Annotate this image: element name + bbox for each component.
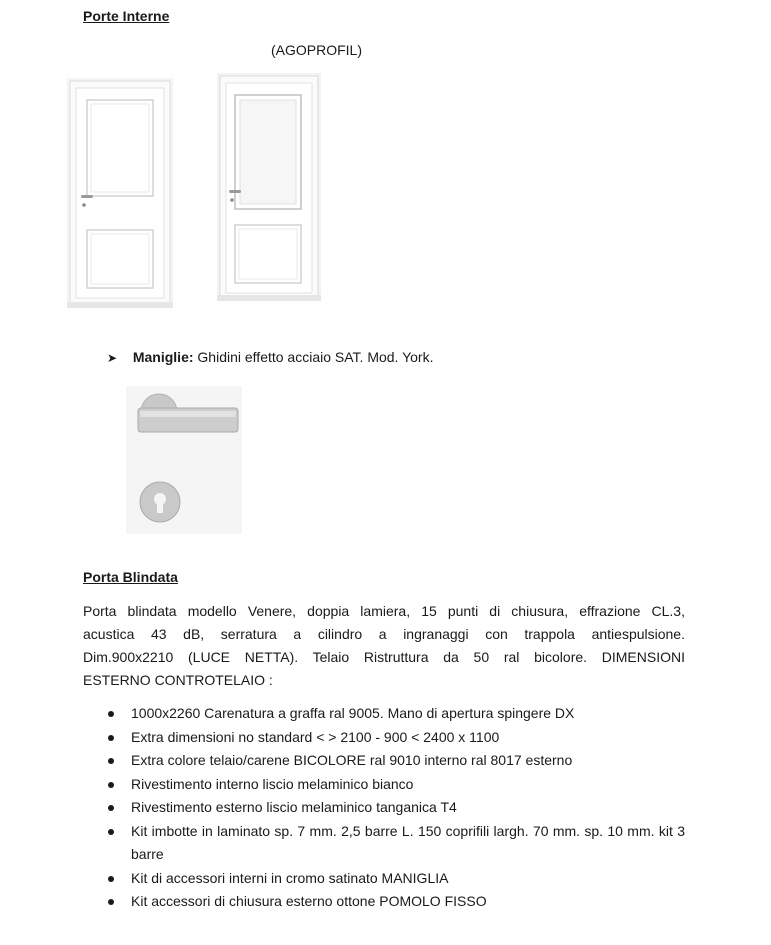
bullet-icon bbox=[108, 805, 114, 811]
list-item-text: Extra dimensioni no standard < > 2100 - 900 < 2400 x 1100 bbox=[131, 728, 500, 745]
bullet-icon bbox=[108, 899, 114, 905]
bullet-icon bbox=[108, 782, 114, 788]
arrow-bullet-icon: ➤ bbox=[107, 351, 118, 365]
description-line: acustica 43 dB, serratura a cilindro a ingranaggi con trappola antiespulsione. bbox=[83, 626, 685, 642]
list-item bbox=[83, 749, 685, 773]
list-item bbox=[83, 867, 685, 891]
description-line: Dim.900x2210 (LUCE NETTA). Telaio Ristruttura da 50 ral bicolore. DIMENSIONI bbox=[83, 649, 685, 665]
description-line: Porta blindata modello Venere, doppia lamiera, 15 punti di chiusura, effrazione CL.3, bbox=[83, 603, 685, 619]
bullet-icon bbox=[108, 711, 114, 717]
list-item bbox=[83, 796, 685, 820]
list-item-text: 1000x2260 Carenatura a graffa ral 9005. Mano di apertura spingere DX bbox=[131, 705, 575, 721]
section-heading-interior-doors: Porte Interne bbox=[83, 8, 170, 24]
list-item bbox=[83, 890, 685, 914]
list-item bbox=[83, 726, 685, 750]
list-item-text: Kit accessori di chiusura esterno ottone POMOLO FISSO bbox=[131, 893, 487, 909]
section-heading-armored-door: Porta Blindata bbox=[83, 569, 178, 585]
bullet-icon bbox=[108, 829, 114, 835]
list-item bbox=[83, 773, 685, 797]
list-item-text: Rivestimento interno liscio melaminico bianco bbox=[131, 775, 414, 792]
bullet-icon bbox=[108, 876, 114, 882]
brand-label: (AGOPROFIL) bbox=[271, 42, 363, 58]
list-item bbox=[83, 820, 685, 867]
panel-door-image bbox=[67, 78, 173, 308]
bullet-icon bbox=[108, 758, 114, 764]
list-item bbox=[83, 702, 685, 726]
door-handle-image bbox=[126, 386, 242, 534]
list-item-text: Kit di accessori interni in cromo satinato MANIGLIA bbox=[131, 869, 449, 886]
list-item-text: Rivestimento esterno liscio melaminico tanganica T4 bbox=[131, 799, 457, 815]
glass-door-image bbox=[217, 73, 321, 301]
handles-line bbox=[107, 346, 433, 370]
armored-door-description bbox=[83, 600, 685, 692]
handles-label: Maniglie: bbox=[132, 349, 194, 365]
specification-list bbox=[83, 702, 685, 914]
list-item-text: Kit imbotte in laminato sp. 7 mm. 2,5 barre L. 150 coprifili largh. 70 mm. sp. 10 mm. kit 3 barre bbox=[131, 822, 685, 862]
handles-description: Ghidini effetto acciaio SAT. Mod. York. bbox=[197, 349, 434, 365]
list-item-text: Extra colore telaio/carene BICOLORE ral 9010 interno ral 8017 esterno bbox=[131, 752, 573, 768]
description-line: ESTERNO CONTROTELAIO : bbox=[83, 672, 273, 688]
bullet-icon bbox=[108, 735, 114, 741]
